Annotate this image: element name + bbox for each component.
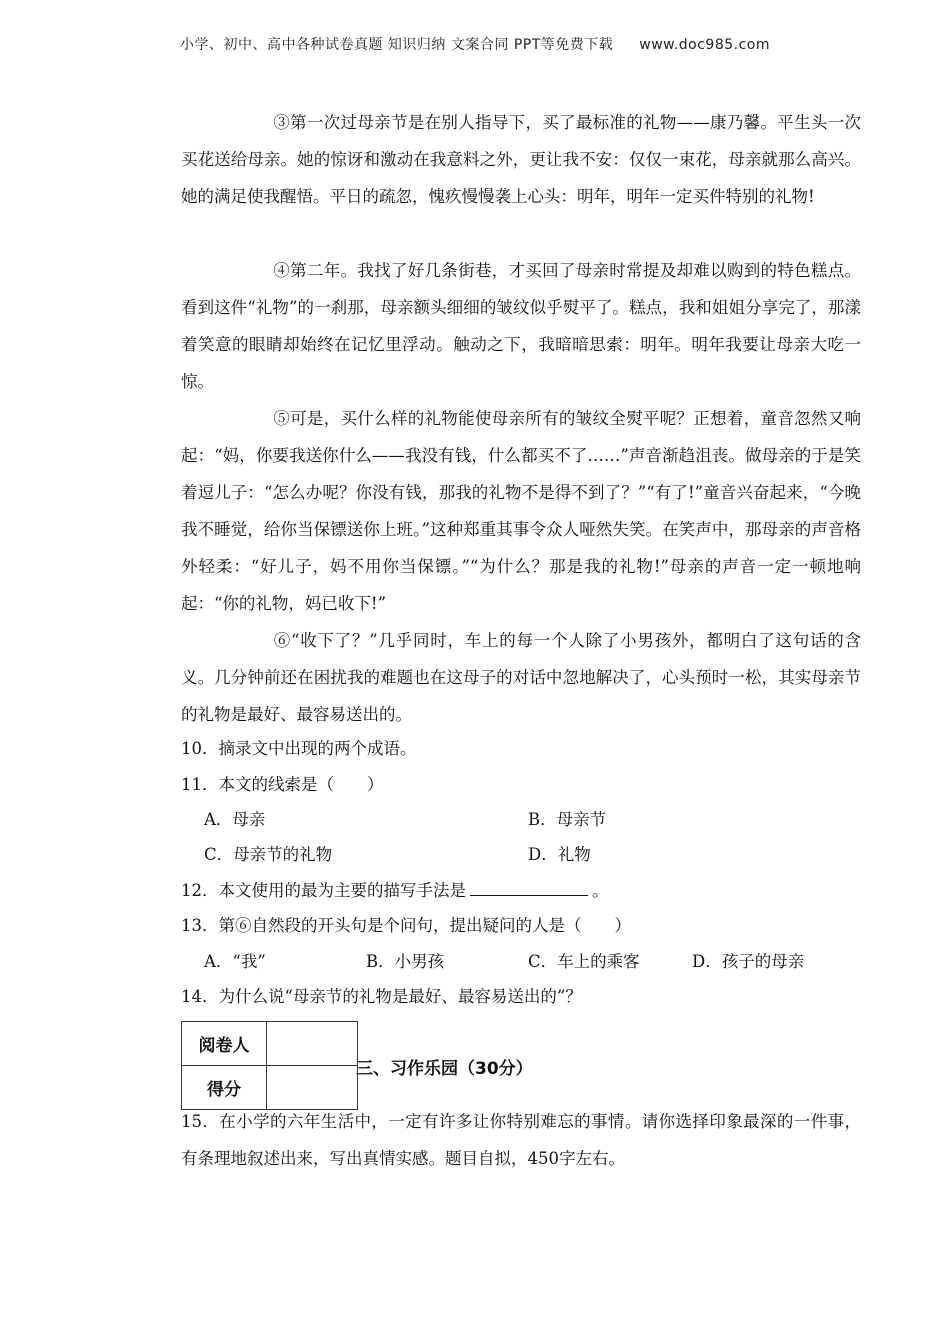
score-label: 得分 [182,1066,267,1110]
header-text: 小学、初中、高中各种试卷真题 知识归纳 文案合同 PPT等免费下载 [179,37,614,53]
q13-option-d: D．孩子的母亲 [692,952,805,971]
q12-period: 。 [592,881,609,900]
question-10: 10．摘录文中出现的两个成语。 [181,739,417,758]
question-15: 15．在小学的六年生活中，一定有许多让你特别难忘的事情。请你选择印象最深的一件事，有条理地叙述出来，写出真情实感。题目自拟，450字左右。 [181,1112,861,1168]
question-12 [181,879,861,903]
paragraph-6-text: ⑥“收下了？”几乎同时，车上的每一个人除了小男孩外，都明白了这句话的含义。几分钟前还在困扰我的难题也在这母子的对话中忽地解决了，心头预时一松，其实母亲节的礼物是最好、最容易送出的。 [181,631,861,724]
paragraph-4-text: ④第二年。我找了好几条街巷，才买回了母亲时常提及却难以购到的特色糕点。看到这件“礼物”的一刹那，母亲额头细细的皱纹似乎熨平了。糕点，我和姐姐分享完了，那漾着笑意的眼睛却始终在记忆里浮动。触动之下，我暗暗思索：明年。明年我要让母亲大吃一惊。 [181,261,861,391]
grader-label: 阅卷人 [182,1022,267,1066]
paragraph-5 [181,400,861,622]
paragraph-5-text: ⑤可是，买什么样的礼物能使母亲所有的皱纹全熨平呢？正想着，童音忽然又响起：“妈，你要我送你什么——我没有钱，什么都买不了……”声音渐趋沮丧。做母亲的于是笑着逗儿子：“怎么办呢？你没有钱，那我的礼物不是得不到了？”“有了!”童音兴奋起来，“今晚我不睡觉，给你当保镖送你上班。”这种郑重其事令众人哑然失笑。在笑声中，那母亲的声音格外轻柔：“好儿子，妈不用你当保镖。”“为什么？那是我的礼物!”母亲的声音一定一顿地响起：“你的礼物，妈已收下!” [181,409,861,613]
grader-value-cell [267,1022,358,1066]
page-header [0,34,950,54]
question-11: 11．本文的线索是（ ） [181,775,384,794]
question-14: 14．为什么说“母亲节的礼物是最好、最容易送出的”？ [181,987,582,1006]
q13-option-b: B．小男孩 [366,952,445,971]
paragraph-3-text: ③第一次过母亲节是在别人指导下，买了最标准的礼物——康乃馨。平生头一次买花送给母亲。她的惊讶和激动在我意料之外，更让我不安：仅仅一束花，母亲就那么高兴。她的满足使我醒悟。平日的疏忽，愧疚慢慢袭上心头：明年，明年一定买件特别的礼物! [181,113,861,206]
question-13: 13．第⑥自然段的开头句是个问句，提出疑问的人是（ ） [181,916,631,935]
q13-option-a: A．“我” [204,952,266,971]
q11-option-c: C．母亲节的礼物 [204,845,333,864]
q12-text: 12．本文使用的最为主要的描写手法是 [181,881,466,900]
q12-answer-blank[interactable] [470,879,588,896]
q13-option-c: C．车上的乘客 [528,952,640,971]
section-title: 三、习作乐园（30分） [356,1059,533,1079]
q11-option-b: B．母亲节 [528,810,607,829]
paragraph-4 [181,252,861,400]
header-site: www.doc985.com [639,37,771,53]
paragraph-6 [181,622,861,733]
grader-table [181,1021,358,1110]
q11-option-a: A．母亲 [204,810,266,829]
q11-option-d: D．礼物 [528,845,591,864]
paragraph-3 [181,104,861,215]
